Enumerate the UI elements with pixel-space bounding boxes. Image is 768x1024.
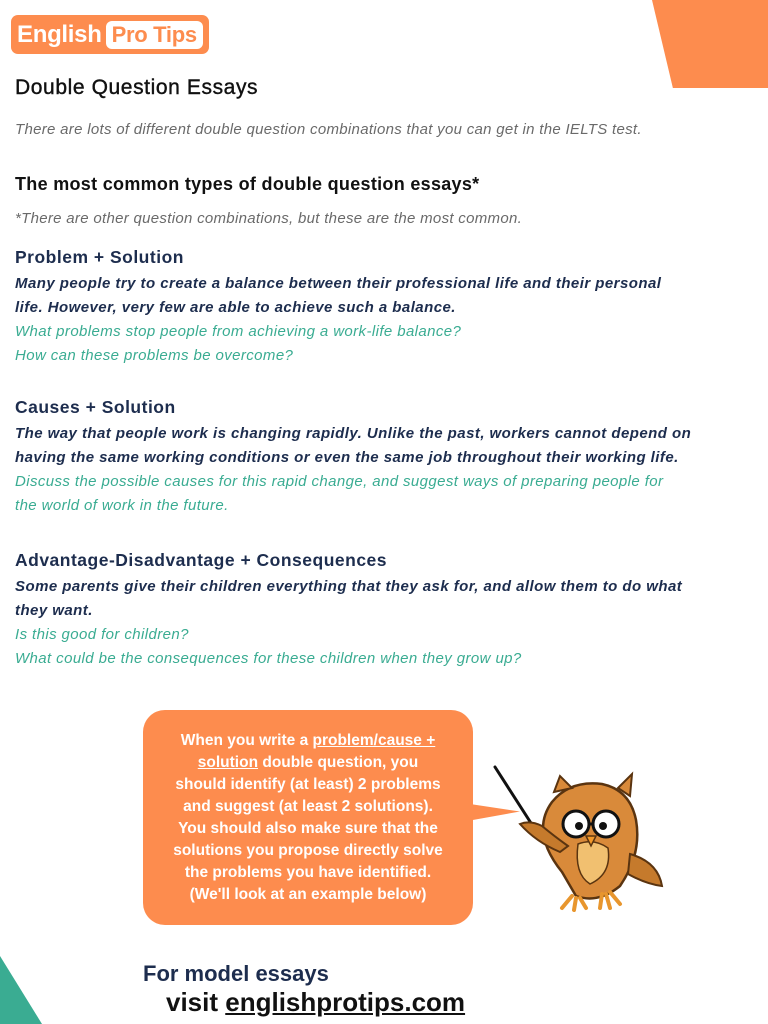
section-advantage-disadvantage-consequences bbox=[15, 550, 745, 671]
logo[interactable] bbox=[11, 15, 209, 54]
callout-line: the problems you have identified. bbox=[184, 864, 432, 881]
section-question-line: the world of work in the future. bbox=[15, 497, 229, 514]
section-title: Advantage-Disadvantage + Consequences bbox=[15, 550, 388, 570]
subheading: The most common types of double question essays* bbox=[15, 174, 480, 194]
callout-text: double question, you bbox=[258, 754, 419, 771]
section-statement-line: The way that people work is changing rapidly. Unlike the past, workers cannot depend on bbox=[15, 425, 692, 442]
logo-word-english: English bbox=[17, 20, 102, 48]
corner-decoration-bottom-left bbox=[0, 956, 42, 1024]
section-question-line: What problems stop people from achieving a work-life balance? bbox=[15, 323, 462, 340]
section-statement-line: Many people try to create a balance between their professional life and their personal bbox=[15, 275, 662, 292]
callout-line: solutions you propose directly solve bbox=[173, 842, 443, 859]
section-title: Causes + Solution bbox=[15, 397, 176, 417]
footer-line-visit bbox=[166, 987, 465, 1018]
section-statement-line: they want. bbox=[15, 602, 93, 619]
callout-speech-bubble bbox=[143, 710, 473, 925]
corner-decoration-top-right bbox=[652, 0, 768, 88]
callout-line: should identify (at least) 2 problems bbox=[175, 776, 441, 793]
section-question-line: Is this good for children? bbox=[15, 626, 189, 643]
owl-teacher-icon bbox=[490, 762, 670, 914]
section-problem-solution bbox=[15, 247, 745, 368]
intro-text: There are lots of different double question combinations that you can get in the IELTS test. bbox=[15, 121, 642, 138]
section-question-line: How can these problems be overcome? bbox=[15, 347, 294, 364]
callout-line: (We'll look at an example below) bbox=[189, 886, 427, 903]
section-title: Problem + Solution bbox=[15, 247, 184, 267]
section-causes-solution bbox=[15, 397, 745, 518]
callout-link-problem-cause[interactable]: problem/cause + bbox=[312, 732, 436, 749]
callout-link-solution[interactable]: solution bbox=[197, 754, 259, 771]
callout-line: You should also make sure that the bbox=[178, 820, 438, 837]
callout-line: and suggest (at least 2 solutions). bbox=[183, 798, 433, 815]
section-statement-line: life. However, very few are able to achieve such a balance. bbox=[15, 299, 456, 316]
page-title: Double Question Essays bbox=[15, 76, 259, 99]
callout-text: When you write a bbox=[180, 732, 313, 749]
section-question-line: Discuss the possible causes for this rapid change, and suggest ways of preparing people for bbox=[15, 473, 664, 490]
logo-word-pro-tips: Pro Tips bbox=[106, 21, 203, 49]
footer-visit-text: visit bbox=[166, 987, 226, 1017]
footer-line-model-essays: For model essays bbox=[143, 961, 329, 986]
section-statement-line: having the same working conditions or even the same job throughout their working life. bbox=[15, 449, 679, 466]
callout-line bbox=[157, 730, 459, 752]
footnote-text: *There are other question combinations, but these are the most common. bbox=[15, 210, 523, 227]
footer-website-link[interactable]: englishprotips.com bbox=[225, 987, 466, 1017]
section-question-line: What could be the consequences for these children when they grow up? bbox=[15, 650, 522, 667]
section-statement-line: Some parents give their children everything that they ask for, and allow them to do what bbox=[15, 578, 683, 595]
callout-line bbox=[157, 752, 459, 774]
